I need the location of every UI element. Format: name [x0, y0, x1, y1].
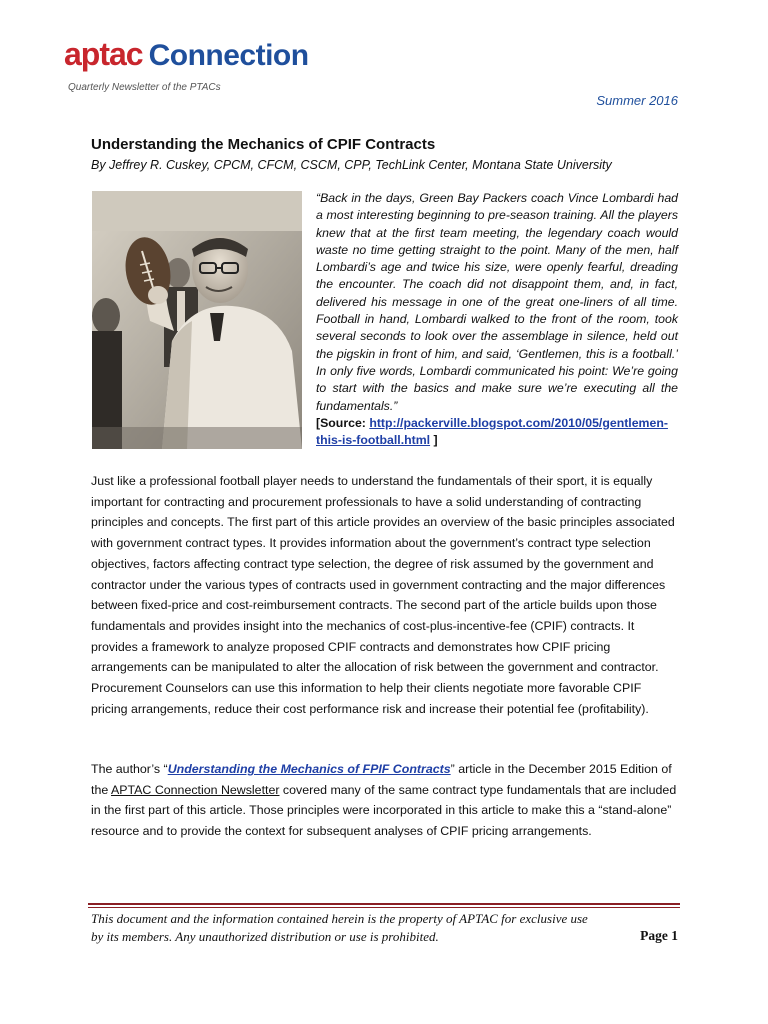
logo-connection: Connection — [148, 39, 309, 72]
footer-rule-thin — [88, 907, 680, 908]
lombardi-quote: “Back in the days, Green Bay Packers coach Vince Lombardi had a most interesting beginning to pre-season training. All the players knew that at the first team meeting, the legendary coach would waste no time getting straight to the point. Many of the men, half Lombardi’s age and twice his size, were openly fearful, dreading the encounter. The coach did not disappoint them, and, in fact, delivered his message in one of the great one-liners of all time. Football in hand, Lombardi walked to the front of the room, took several seconds to look over the assemblage in silence, held out the pigskin in front of him, and said, ‘Gentlemen, this is a football.’ In only five words, Lombardi communicated his point: We’re going to start with the basics and make sure we’re executing all the fundamentals.” — [316, 191, 678, 413]
source-link[interactable]: http://packerville.blogspot.com/2010/05/gentlemen-this-is-football.html — [316, 416, 668, 448]
p2-text-c: covered many of the same contract type fundamentals that are included in the first part of this article. Those principles were incorporated in this article to make this a “stand-alone” resource and to provide the context for subsequent analyses of CPIF pricing arrangements. — [91, 782, 677, 839]
tagline: Quarterly Newsletter of the PTACs — [68, 82, 221, 93]
p2-text-b: ” article in the December 2015 Edition of the — [91, 762, 672, 797]
footer-rule — [88, 903, 680, 905]
page-number: Page 1 — [640, 928, 678, 943]
lombardi-photo — [92, 191, 302, 449]
article-title: Understanding the Mechanics of CPIF Contracts — [91, 136, 436, 153]
footer-disclaimer: This document and the information contained herein is the property of APTAC for exclusive use by its members. Any unauthorized distribution or use is prohibited. — [91, 911, 588, 944]
p2-text-a: The author’s “ — [91, 762, 168, 776]
byline: By Jeffrey R. Cuskey, CPCM, CFCM, CSCM, CPP, TechLink Center, Montana State University — [91, 158, 612, 172]
source-prefix: [Source: — [316, 416, 366, 430]
logo-aptac: aptac — [64, 36, 143, 72]
quote-source — [316, 415, 678, 450]
intro-paragraph: Just like a professional football player needs to understand the fundamentals of their sport, it is equally important for contracting and procurement professionals to have a solid understanding of contracting principles and concepts. The first part of this article provides an overview of the basic principles associated with government contract types. It provides information about the government’s contract type selection objectives, factors affecting contract type selection, the degree of risk assumed by the government and contractor under the various types of contracts used in government contracting and the major differences between fixed-price and cost-reimbursement contracts. The second part of the article builds upon those fundamentals and provides insight into the mechanics of cost-plus-incentive-fee (CPIF) contracts. It provides a framework to analyze proposed CPIF contracts and demonstrates how CPIF pricing arrangements can be manipulated to alter the allocation of risk between the government and contractor. Procurement Counselors can use this information to help their clients negotiate more favorable CPIF pricing arrangements, reduce their cost performance risk and increase their potential fee (profitability). — [91, 474, 675, 716]
fpif-article-link[interactable]: Understanding the Mechanics of FPIF Contracts — [167, 762, 451, 776]
source-suffix: ] — [433, 433, 438, 448]
newsletter-name: APTAC Connection Newsletter — [110, 782, 280, 797]
edition-label: Summer 2016 — [596, 93, 678, 108]
logo — [64, 36, 309, 73]
author-note-paragraph — [91, 759, 681, 842]
